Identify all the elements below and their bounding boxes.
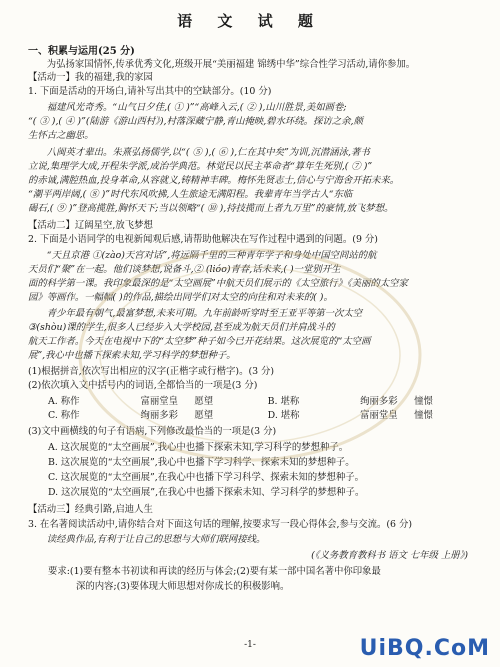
page-title: 语 文 试 题 (177, 12, 323, 30)
option-a-phrase: 富丽堂皇 (140, 396, 178, 407)
option-a-word: A. 称作 (48, 396, 80, 407)
q1-line: 立说,集理学大成,开程朱学派,成治学典范。林觉民以民主革命者“算年生死别,( ⑦ )” (28, 161, 373, 172)
option-b-word: B. 堪称 (267, 396, 300, 407)
question-2: 2. 下面是小语同学的电视新闻观后感,请帮助他解决在写作过程中遇到的问题。(9 分) (28, 234, 378, 245)
q1-line: 福建风光奇秀。“山气日夕佳,( ① )”“高峰入云,( ② ),山川胜景,美如画卷; (46, 102, 347, 113)
question-1: 1. 下面是活动的开场白,请补写出其中的空缺部分。(10 分) (28, 86, 272, 97)
q1-line: 生怀古之幽思。 (28, 130, 94, 141)
option-b-noun: 憧憬 (414, 396, 433, 407)
q1-line: 碣石,( ⑨ )”登高揽胜,胸怀天下;当以领略“( ⑩ ),持技揽而上者九万里”的豪情,放飞梦想。 (28, 203, 394, 214)
quote-source: (《义务教育教科书 语文 七年级 上册》) (311, 550, 468, 561)
q2-line: ③(shòu)课的学生,很多人已经步入大学校园,甚至成为航天员们并肩战斗的 (28, 322, 335, 333)
option-a-noun: 愿望 (194, 396, 214, 407)
fix-option-d: D. 这次展览的“太空画展”,在我心中也播下探索未知、学习科学的梦想种子。 (48, 487, 365, 498)
question-3: 3. 在名著阅读活动中,请你结合对下面这句话的理解,按要求写一段心得体会,参与交流。(6 分) (28, 519, 413, 530)
fix-option-c: C. 这次展览的“太空画展”,在我心中也播下学习科学、探索未知的梦想种子。 (48, 472, 364, 483)
q2-line: 航天工作者。今天在电视中下的“太空梦”种子如今已开花结果。这次展览的“太空画 (28, 336, 371, 347)
q2-line: 青少年最有朝气,最富梦想,未来可期。九年前龄听穿时至王亚平等第一次太空 (46, 308, 363, 319)
fix-option-b: B. 这次展览的“太空画展”,我心中也播下学习科学、探索未知的梦想种子。 (48, 457, 355, 468)
q2-subquestion-1: (1)根据拼音,依次写出相应的汉字(正楷字或行楷字)。(3 分) (28, 366, 275, 377)
q2-line: “天且京港 ①(zào)天宫对话”,将远隔千里的三种青年学子和身处中国空间站的航 (46, 250, 377, 261)
q2-line: 天员们“聚”在一起。他们谈梦想,说备斗,② (lióo)青春,话未来,( )一堂别开生 (28, 264, 341, 275)
q2-underlined-sentence: 展”,我心中也播下探索未知,学习科学的梦想种子。 (28, 350, 236, 361)
choice-options (48, 395, 468, 423)
intro-text: 为弘扬家国情怀,传承优秀文化,班级开展“美丽福建 锦绣中华”综合性学习活动,请你参加。 (46, 59, 416, 70)
option-c-word: C. 称作 (48, 410, 80, 421)
fix-option-a: A. 这次展览的“太空画展”,我心中也播下探索未知,学习科学的梦想种子。 (48, 442, 349, 453)
q2-subquestion-3: (3)文中画横线的句子有语病,下列修改最恰当的一项是(3 分) (28, 426, 277, 437)
q1-line: “( ③ ),( ④ )”(陆游《游山西村》),村落深藏宁静,青山掩映,碧水环绕。探访之余,颇 (28, 116, 363, 127)
quote-text: 读经典作品,有利于让自己的思想与大师们联网接线。 (46, 534, 266, 545)
option-d-noun: 憧憬 (414, 410, 433, 421)
activity-1-heading: 【活动一】我的福建,我的家园 (28, 72, 153, 83)
q1-line: “潮平两岸阔,( ⑧ )”时代东风吹拂,人生旅途无满阳程。我辈青年当学古人“东临 (28, 189, 353, 200)
section-heading: 一、积累与运用(25 分) (28, 46, 135, 57)
activity-2-heading: 【活动二】辽阔星空,放飞梦想 (28, 220, 153, 231)
site-watermark-logo: UiBQ.CoM (359, 636, 490, 661)
q2-line: 园》等画作。一幅幅( )的作品,描绘出同学们对太空的向往和对未来的( )。 (28, 292, 333, 303)
option-d-phrase: 富丽堂皇 (360, 410, 398, 421)
q2-subquestion-2: (2)依次填入文中括号内的词语,全都恰当的一项是(3 分) (28, 380, 258, 391)
option-c-phrase: 绚丽多彩 (140, 410, 178, 421)
requirement-line: 要求:(1)要有整本书初读和再读的经历与体会;(2)要有某一部中国名著中你印象最 (48, 566, 381, 577)
q2-line: 面的科学第一课。我印象最深的是“太空画展”中航天员们展示的《太空旅行》《美丽的太空家 (28, 278, 408, 289)
q1-line: 的赤诚,满腔热血,投身革命,从容就义,铸精神丰碑。梅怀先贤志士,信心与宁海舍开拓未来。 (28, 175, 400, 186)
option-b-phrase: 绚丽多彩 (360, 396, 398, 407)
option-d-word: D. 堪称 (267, 410, 300, 421)
option-c-noun: 愿望 (194, 410, 214, 421)
requirement-line: 深的内容;(3)要体现大师思想对你成长的积极影响。 (76, 581, 290, 592)
q1-line: 八闽英才辈出。朱熹弘扬儒学,以“( ⑤ ),( ⑥ ),仁在其中矣”为训,沉潜涵泳,著书 (46, 147, 370, 158)
activity-3-heading: 【活动三】经典引路,启迪人生 (28, 504, 153, 515)
page-number: -1- (244, 640, 256, 650)
